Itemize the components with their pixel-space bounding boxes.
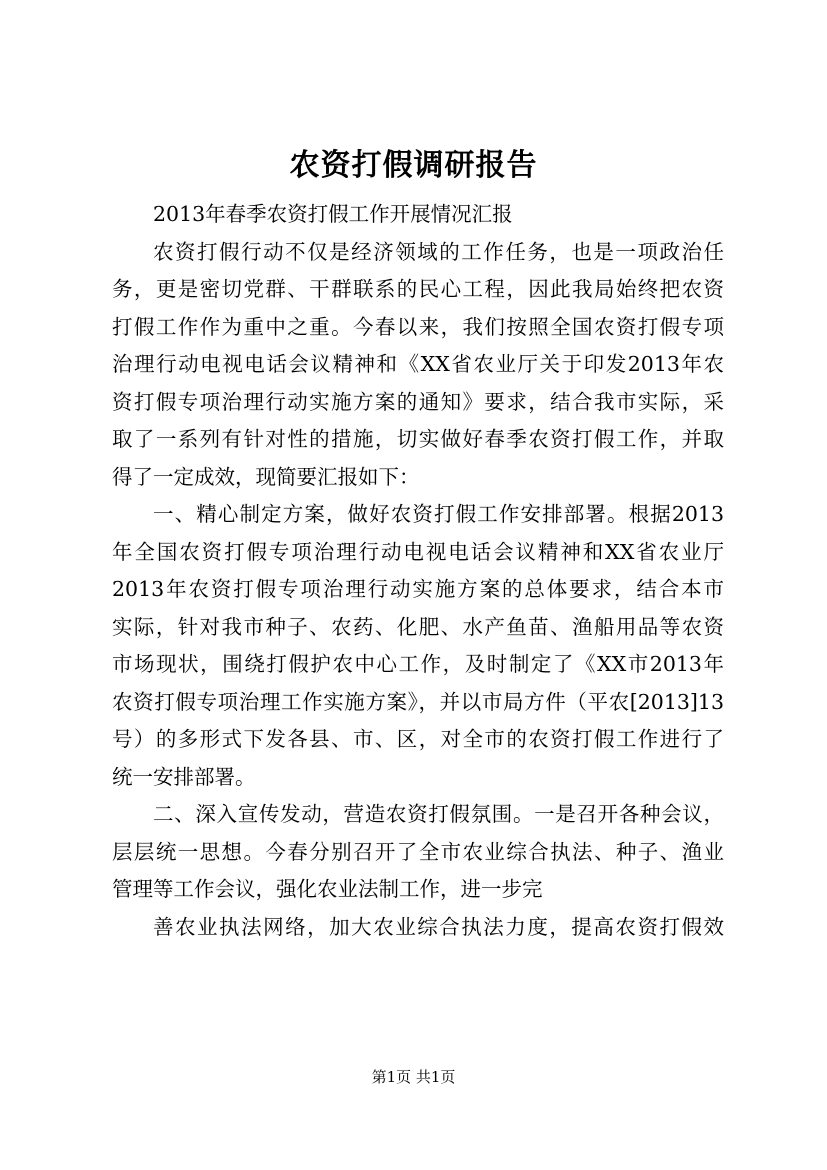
paragraph-line: 二、深入宣传发动，营造农资打假氛围。一是召开各种会议， — [153, 802, 724, 826]
document-body — [112, 196, 724, 946]
paragraph-line: 治理行动电视电话会议精神和《XX省农业厅关于印发2013年农 — [112, 352, 724, 376]
paragraph-line: 统一安排部署。 — [112, 764, 256, 789]
paragraph-line: 2013年农资打假专项治理行动实施方案的总体要求，结合本市 — [112, 577, 724, 601]
paragraph-line: 管理等工作会议，强化农业法制工作，进一步完 — [112, 877, 543, 901]
paragraph-line: 资打假专项治理行动实施方案的通知》要求，结合我市实际，采 — [112, 389, 724, 414]
paragraph-line: 善农业执法网络，加大农业综合执法力度，提高农资打假效 — [153, 914, 724, 939]
paragraph-line: 取了一系列有针对性的措施，切实做好春季农资打假工作，并取 — [112, 427, 724, 451]
paragraph-line: 务，更是密切党群、干群联系的民心工程，因此我局始终把农资 — [112, 277, 724, 301]
paragraph-line: 年全国农资打假专项治理行动电视电话会议精神和XX省农业厅 — [112, 539, 724, 564]
paragraph-line: 农资打假行动不仅是经济领域的工作任务，也是一项政治任 — [153, 239, 724, 264]
paragraph-line: 农资打假专项治理工作实施方案》，并以市局方件（平农[2013]13 — [112, 689, 724, 714]
paragraph-line: 号）的多形式下发各县、市、区，对全市的农资打假工作进行了 — [112, 727, 724, 751]
paragraph-line: 一、精心制定方案，做好农资打假工作安排部署。根据2013 — [153, 502, 724, 526]
document-title: 农资打假调研报告 — [289, 148, 538, 183]
paragraph-line: 打假工作作为重中之重。今春以来，我们按照全国农资打假专项 — [112, 314, 724, 339]
paragraph-line: 得了一定成效，现简要汇报如下： — [112, 464, 420, 489]
paragraph-line: 实际，针对我市种子、农药、化肥、水产鱼苗、渔船用品等农资 — [112, 614, 724, 639]
paragraph-line: 市场现状，围绕打假护农中心工作，及时制定了《XX市2013年 — [112, 652, 724, 676]
page-footer: 第1页 共1页 — [371, 1068, 456, 1086]
paragraph-line: 层层统一思想。今春分别召开了全市农业综合执法、种子、渔业 — [112, 839, 724, 864]
document-subtitle: 2013年春季农资打假工作开展情况汇报 — [153, 202, 513, 226]
